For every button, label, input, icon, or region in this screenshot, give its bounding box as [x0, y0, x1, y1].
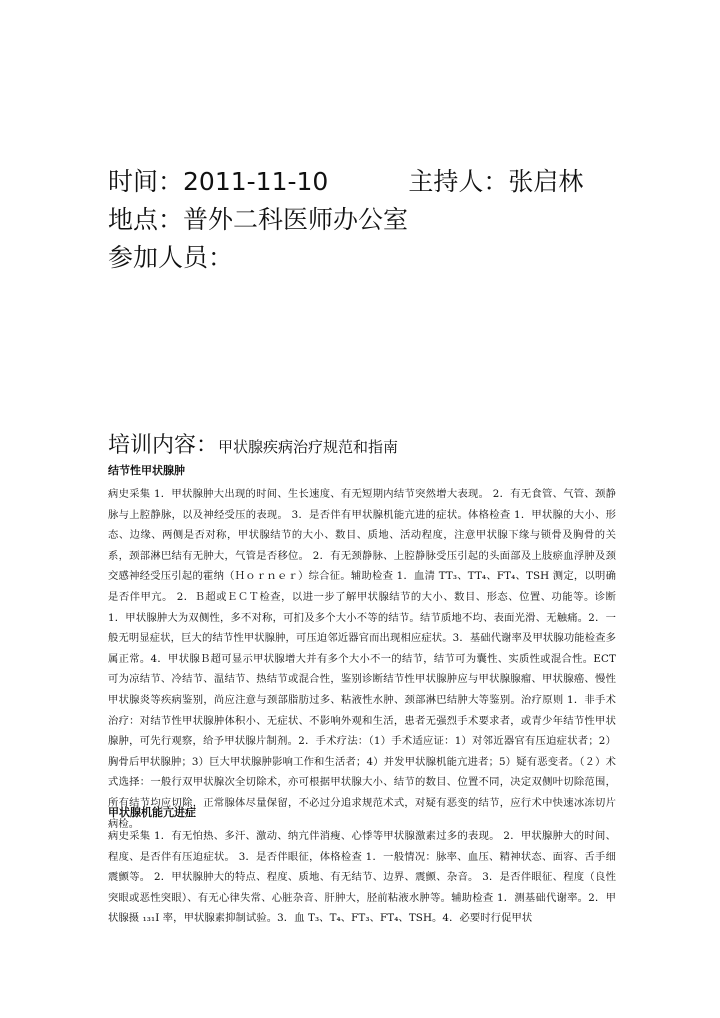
section-heading: 结节性甲状腺肿	[108, 464, 185, 477]
place-value: 普外二科医师办公室	[183, 205, 409, 234]
time-value: 2011-11-10	[183, 167, 329, 196]
place-label: 地点：	[108, 205, 184, 234]
meeting-time-host-line	[108, 165, 583, 199]
attendees-label: 参加人员：	[108, 243, 234, 272]
training-topic: 甲状腺疾病治疗规范和指南	[218, 438, 399, 456]
attendees-line	[108, 241, 233, 275]
section-body: 病史采集 1．甲状腺肿大出现的时间、生长速度、有无短期内结节突然增大表现。 2．有无食管、气管、颈静脉与上腔静脉，以及神经受压的表现。 3．是否伴有甲状腺机能亢进的症状。体格检查 1．甲状腺的大小、形态、边缘、两侧是否对称，甲状腺结节的大小、数目、质地、活动程度，注意甲状腺下缘与锁骨及胸骨的关系，颈部淋巴结有无肿大，气管是否移位。 2．有无颈静脉、上腔静脉受压引起的头面部及上肢瘀血浮肿及颈交感神经受压引起的霍纳（Ｈｏｒｎｅｒ）综合征。辅助检查 1．血清 TT₃、TT₄、FT₄、TSH 测定，以明确是否伴甲亢。 2．Ｂ超或ＥＣＴ检查，以进一步了解甲状腺结节的大小、数目、形态、位置、功能等。诊断 1．甲状腺肿大为双侧性，多不对称，可扪及多个大小不等的结节。结节质地不均、表面光滑、无触痛。2．一般无明显症状，巨大的结节性甲状腺肿，可压迫邻近器官而出现相应症状。3．基础代谢率及甲状腺功能检查多属正常。4．甲状腺Ｂ超可显示甲状腺增大并有多个大小不一的结节，结节可为囊性、实质性或混合性。ECT 可为凉结节、冷结节、温结节、热结节或混合性，鉴别诊断结节性甲状腺肿应与甲状腺腺瘤、甲状腺癌、慢性甲状腺炎等疾病鉴别，尚应注意与颈部脂肪过多、粘液性水肿、颈部淋巴结肿大等鉴别。治疗原则 1．非手术治疗：对结节性甲状腺肿体积小、无症状、不影响外观和生活，患者无强烈手术要求者，或青少年结节性甲状腺肿，可先行观察，给予甲状腺片制剂。2．手术疗法：（1）手术适应证：1）对邻近器官有压迫症状者；2）胸骨后甲状腺肿；3）巨大甲状腺肿影响工作和生活者；4）并发甲状腺机能亢进者；5）疑有恶变者。（２）术式选择：一般行双甲状腺次全切除术，亦可根据甲状腺大小、结节的数目、位置不同，决定双侧叶切除范围，所有结节均应切除，正常腺体尽量保留，不必过分追求规范术式，对疑有恶变的结节，应行术中快速冰冻切片病检。	[108, 488, 616, 830]
section-body: 病史采集 1．有无怕热、多汗、激动、纳亢伴消瘦、心悸等甲状腺激素过多的表现。 2．甲状腺肿大的时间、程度、是否伴有压迫症状。 3．是否伴眼征，体格检查 1．一般情况：脉率、血压、精神状态、面容、舌手细震颤等。 2．甲状腺肿大的特点、程度、质地、有无结节、边界、震颤、杂音。 3．是否伴眼征、程度（良性突眼或恶性突眼）、有无心律失常、心脏杂音、肝肿大，胫前粘液水肿等。辅助检查 1．测基础代谢率。2．甲状腺摄 ₁₃₁I 率，甲状腺素抑制试验。3．血 T₃、T₄、FT₃、FT₄、TSH。4．必要时行促甲状	[108, 830, 616, 925]
meeting-place-line	[108, 203, 408, 237]
host-label: 主持人：	[408, 167, 509, 196]
section-nodular-goiter	[108, 464, 616, 834]
time-label: 时间：	[108, 167, 184, 196]
section-heading: 甲状腺机能亢进症	[108, 806, 196, 819]
host-value: 张启林	[508, 167, 584, 196]
training-label: 培训内容：	[108, 433, 219, 458]
training-content-line	[108, 428, 398, 459]
section-hyperthyroidism	[108, 806, 616, 929]
